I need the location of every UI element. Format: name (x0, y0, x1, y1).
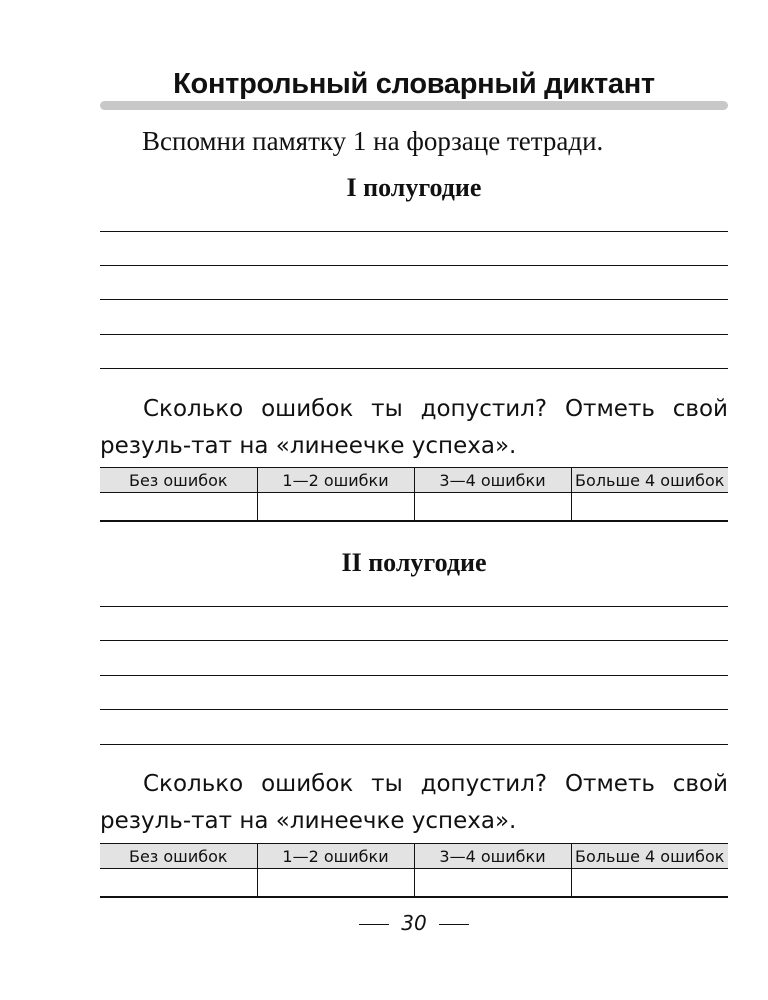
title-underline (100, 101, 728, 110)
page-number (340, 911, 488, 935)
scale-mark-cell[interactable] (257, 869, 414, 898)
reminder-text: Вспомни памятку 1 на форзаце тетради. (142, 126, 604, 156)
scale-label-3-4-errors: 3—4 ошибки (414, 844, 571, 869)
question-text-2: Сколько ошибок ты допустил? Отметь свой резуль-тат на «линеечке успеха». (100, 771, 728, 834)
page-number-dash-right (439, 924, 469, 925)
question-text-1: Сколько ошибок ты допустил? Отметь свой резуль-тат на «линеечке успеха». (100, 396, 728, 459)
writing-line[interactable] (100, 709, 728, 710)
page-title: Контрольный словарный диктант (173, 68, 655, 100)
scale-mark-cell[interactable] (414, 493, 571, 522)
writing-line[interactable] (100, 231, 728, 232)
scale-mark-cell[interactable] (571, 869, 728, 898)
scale-label-over-4-errors: Больше 4 ошибок (571, 468, 728, 493)
success-scale-2 (100, 843, 728, 898)
section-heading-2: II полугодие (341, 548, 487, 577)
page-number-dash-left (359, 924, 389, 925)
scale-mark-cell[interactable] (257, 493, 414, 522)
scale-mark-cell[interactable] (571, 493, 728, 522)
writing-line[interactable] (100, 368, 728, 369)
scale-label-1-2-errors: 1—2 ошибки (257, 844, 414, 869)
scale-mark-cell[interactable] (100, 493, 257, 522)
scale-label-no-errors: Без ошибок (100, 844, 257, 869)
scale-label-1-2-errors: 1—2 ошибки (257, 468, 414, 493)
scale-label-over-4-errors: Больше 4 ошибок (571, 844, 728, 869)
writing-line[interactable] (100, 334, 728, 335)
scale-label-3-4-errors: 3—4 ошибки (414, 468, 571, 493)
writing-line[interactable] (100, 744, 728, 745)
writing-line[interactable] (100, 675, 728, 676)
writing-line[interactable] (100, 299, 728, 300)
scale-mark-cell[interactable] (100, 869, 257, 898)
writing-line[interactable] (100, 640, 728, 641)
scale-mark-cell[interactable] (414, 869, 571, 898)
success-scale-1 (100, 467, 728, 522)
writing-line[interactable] (100, 606, 728, 607)
writing-line[interactable] (100, 265, 728, 266)
page-number-value: 30 (401, 911, 427, 935)
section-heading-1: I полугодие (346, 173, 482, 202)
scale-label-no-errors: Без ошибок (100, 468, 257, 493)
